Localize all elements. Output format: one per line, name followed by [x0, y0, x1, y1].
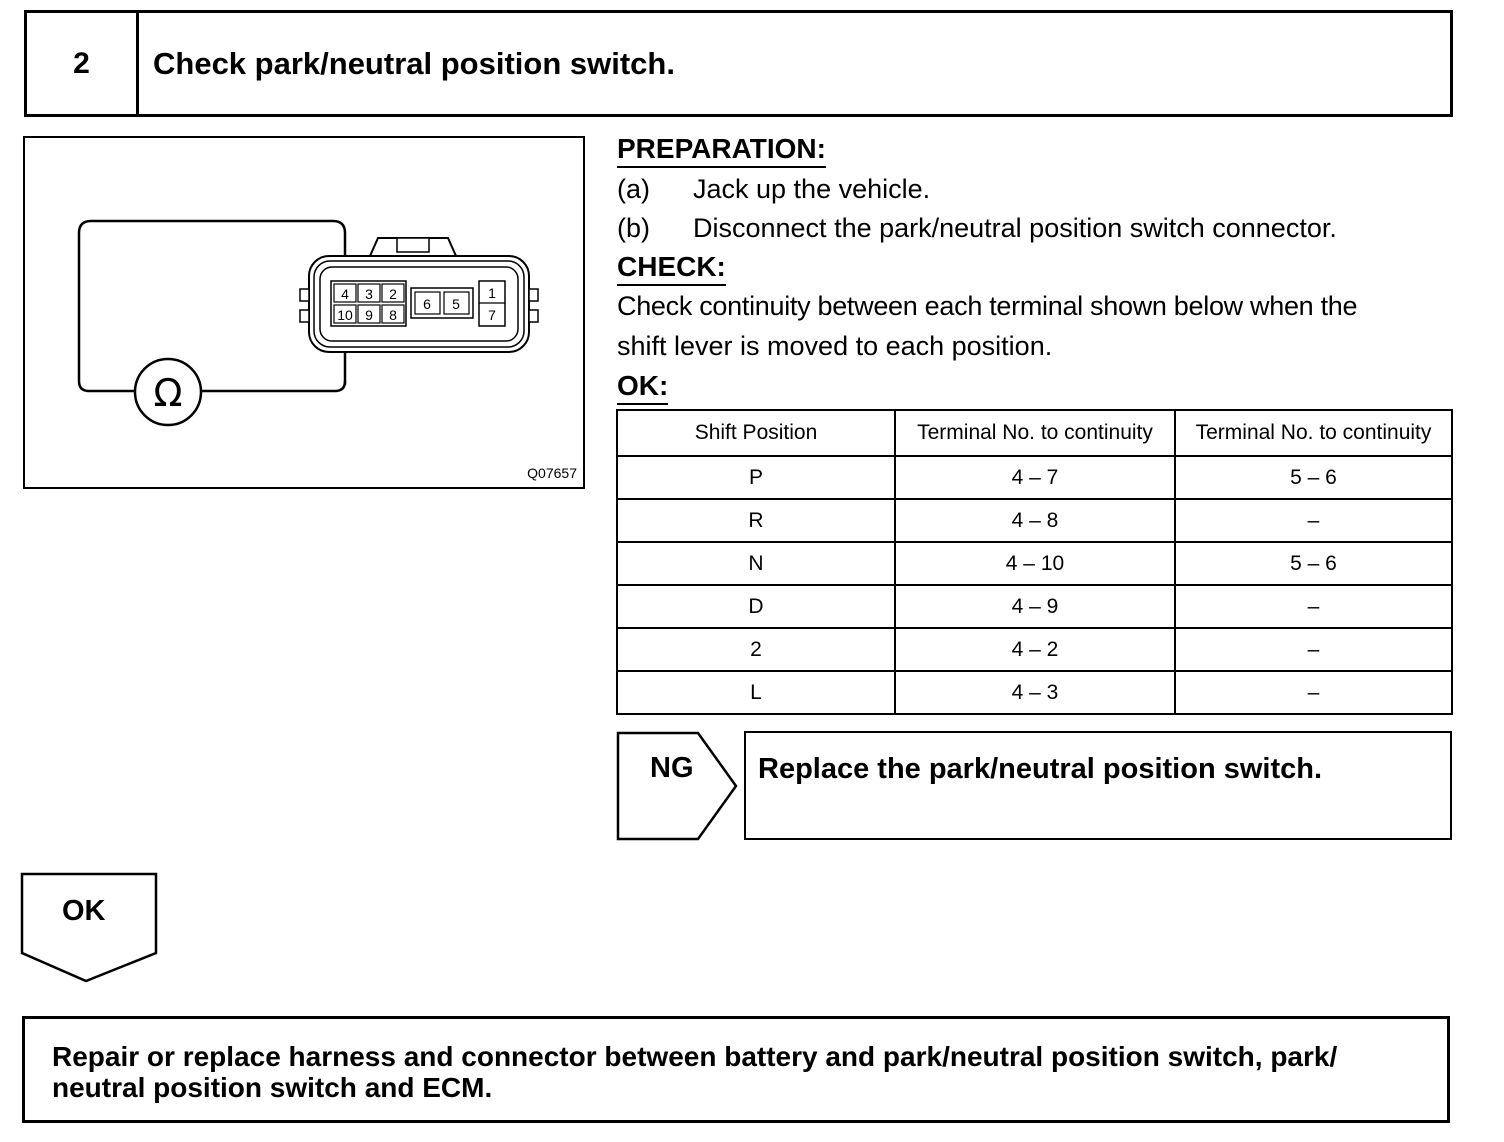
ng-label: NG	[650, 752, 694, 784]
step-header	[24, 10, 1453, 117]
ng-action-text: Replace the park/neutral position switch.	[758, 753, 1323, 785]
continuity-table	[616, 409, 1453, 715]
ng-action-box	[744, 731, 1452, 840]
figure-code: Q07657	[527, 465, 577, 481]
terminal-label: 2	[389, 286, 397, 302]
terminal-label: 5	[452, 296, 460, 312]
ohmmeter-connector-illustration	[25, 138, 583, 487]
terminal-label: 9	[365, 307, 373, 323]
terminal-label: 4	[341, 286, 349, 302]
check-text-line-2: shift lever is moved to each position.	[617, 331, 1053, 361]
table-row	[617, 628, 1452, 671]
terminal-cell: 4 – 8	[895, 499, 1175, 542]
ok-label: OK	[62, 895, 106, 927]
shift-position-cell: 2	[617, 628, 895, 671]
final-action-box	[22, 1016, 1450, 1123]
terminal-cell: –	[1175, 671, 1452, 714]
ok-arrow-shape	[20, 872, 160, 984]
preparation-step	[617, 210, 1337, 246]
step-title: Check park/neutral position switch.	[153, 45, 675, 81]
preparation-heading: PREPARATION:	[617, 133, 826, 168]
final-action-text	[52, 1041, 1432, 1103]
terminal-label: 7	[488, 307, 496, 323]
column-header: Terminal No. to continuity	[895, 410, 1175, 456]
check-text-line-1: Check continuity between each terminal shown below when the	[617, 291, 1358, 321]
check-heading: CHECK:	[617, 251, 726, 286]
terminal-label: 1	[488, 285, 496, 301]
ok-heading: OK:	[617, 370, 668, 405]
step-text: Disconnect the park/neutral position switch connector.	[693, 213, 1337, 243]
terminal-cell: 4 – 2	[895, 628, 1175, 671]
ohm-symbol: Ω	[153, 371, 183, 415]
preparation-step	[617, 171, 930, 207]
terminal-cell: –	[1175, 585, 1452, 628]
table-row	[617, 499, 1452, 542]
final-action-line-1: Repair or replace harness and connector between battery and park/neutral position switch, park/	[52, 1041, 1338, 1072]
terminal-label: 10	[337, 307, 353, 323]
shift-position-cell: R	[617, 499, 895, 542]
column-header: Terminal No. to continuity	[1175, 410, 1452, 456]
connector-diagram	[23, 136, 585, 489]
terminal-cell: 5 – 6	[1175, 542, 1452, 585]
terminal-cell: 5 – 6	[1175, 456, 1452, 499]
terminal-label: 6	[423, 296, 431, 312]
terminal-cell: 4 – 7	[895, 456, 1175, 499]
table-row	[617, 671, 1452, 714]
ng-arrow-shape	[616, 731, 740, 843]
terminal-cell: 4 – 9	[895, 585, 1175, 628]
step-text: Jack up the vehicle.	[693, 174, 931, 204]
terminal-cell: –	[1175, 628, 1452, 671]
table-row	[617, 585, 1452, 628]
terminal-cell: –	[1175, 499, 1452, 542]
terminal-cell: 4 – 10	[895, 542, 1175, 585]
table-row	[617, 456, 1452, 499]
column-header: Shift Position	[617, 410, 895, 456]
step-number: 2	[27, 13, 139, 114]
shift-position-cell: N	[617, 542, 895, 585]
terminal-label: 8	[389, 307, 397, 323]
step-letter: (a)	[617, 174, 650, 204]
final-action-line-2: neutral position switch and ECM.	[52, 1072, 493, 1103]
terminal-label: 3	[365, 286, 373, 302]
shift-position-cell: D	[617, 585, 895, 628]
table-header-row	[617, 410, 1452, 456]
shift-position-cell: P	[617, 456, 895, 499]
table-row	[617, 542, 1452, 585]
shift-position-cell: L	[617, 671, 895, 714]
terminal-cell: 4 – 3	[895, 671, 1175, 714]
step-letter: (b)	[617, 213, 650, 243]
